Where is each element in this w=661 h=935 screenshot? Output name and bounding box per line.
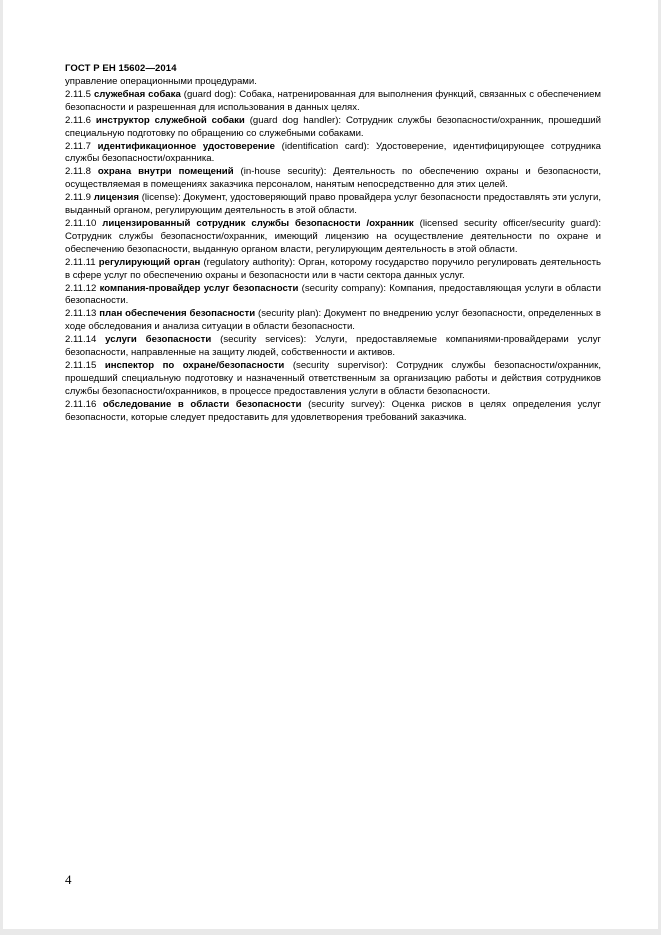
clause-number: 2.11.16 [65, 398, 97, 410]
definition-text: (security plan): Документ по внедрению услуг безопасности, определенных в ходе обследования и анализа ситуации в области безопасности. [65, 308, 602, 333]
definitions-content [65, 76, 601, 424]
definition-2-11-16 [65, 399, 601, 425]
definition-text: (license): Документ, удостоверяющий право провайдера услуг безопасности предоставлять эти услуги, выданный органом, регулирующим деятельность в этой области. [65, 192, 601, 217]
term: идентификационное удостоверение [97, 140, 275, 152]
definition-text: (security company): Компания, предоставляющая услуги в области безопасности. [65, 282, 601, 307]
definition-2-11-7 [65, 141, 601, 167]
clause-number: 2.11.8 [65, 166, 91, 178]
definition-text: (in-house security): Деятельность по обеспечению охраны и безопасности, осуществляемая в помещениях заказчика персоналом, нанятым непосредственно для этих целей. [65, 166, 601, 191]
clause-number: 2.11.14 [65, 334, 97, 346]
definition-2-11-13 [65, 308, 601, 334]
term: инспектор по охране/безопасности [104, 359, 285, 371]
clause-number: 2.11.6 [65, 114, 91, 126]
clause-number: 2.11.11 [65, 256, 96, 268]
document-code-header: ГОСТ Р ЕН 15602—2014 [65, 63, 177, 74]
clause-number: 2.11.5 [65, 88, 91, 100]
clause-number: 2.11.10 [65, 217, 97, 229]
clause-number: 2.11.13 [65, 308, 97, 320]
term: служебная собака [93, 88, 181, 100]
document-page [3, 0, 658, 929]
definition-text: (security services): Услуги, предоставляемые компаниями-провайдерами услуг безопасности, направленные на защиту людей, собственности и активов. [65, 334, 602, 359]
clause-number: 2.11.7 [65, 140, 91, 152]
definition-text: (security supervisor): Сотрудник службы безопасности/охранник, прошедший специальную подготовку и назначенный ответственным за организацию работы и действия сотрудников службы безопасности/охранников, в процессе предоставления услуги в области безопасности. [65, 359, 601, 397]
term: инструктор служебной собаки [95, 114, 245, 126]
term: лицензированный сотрудник службы безопасности /охранник [102, 217, 414, 229]
definition-2-11-8 [65, 166, 601, 192]
term: обследование в области безопасности [102, 398, 302, 410]
definition-2-11-6 [65, 115, 601, 141]
definition-2-11-15 [65, 360, 601, 399]
definition-2-11-10 [65, 218, 601, 257]
definition-2-11-12 [65, 283, 601, 309]
definition-text: (regulatory authority): Орган, которому государство поручило регулировать деятельность в сфере услуг по обеспечению охраны и безопасности или в части сектора данных услуг. [65, 256, 601, 281]
definition-text: (licensed security officer/security guard): Сотрудник службы безопасности/охранник, имеющий лицензию на осуществление деятельности по охране и обеспечению безопасности, выданную органом власти, регулирующим деятельность в этой области. [65, 217, 601, 255]
definition-2-11-5 [65, 89, 601, 115]
term: охрана внутри помещений [97, 166, 234, 178]
definition-text: (identification card): Удостоверение, идентифицирующее сотрудника службы безопасности/охранника. [65, 140, 601, 165]
term: услуги безопасности [105, 334, 212, 346]
lead-paragraph: управление операционными процедурами. [65, 76, 257, 87]
term: компания-провайдер услуг безопасности [99, 282, 299, 294]
clause-number: 2.11.15 [65, 359, 97, 371]
definition-text: (security survey): Оценка рисков в целях определения услуг безопасности, которые следует предоставить для удовлетворения требований заказчика. [65, 398, 601, 423]
definition-text: (guard dog handler): Сотрудник службы безопасности/охранник, прошедший специальную подготовку по обращению со служебными собаками. [65, 114, 601, 139]
term: лицензия [93, 192, 139, 204]
page-number: 4 [65, 872, 72, 887]
definition-2-11-14 [65, 334, 601, 360]
term: регулирующий орган [98, 256, 201, 268]
clause-number: 2.11.9 [65, 192, 91, 204]
definition-2-11-11 [65, 257, 601, 283]
definition-2-11-9 [65, 192, 601, 218]
definition-text: (guard dog): Собака, натренированная для выполнения функций, связанных с обеспечением безопасности и разрешенная для использования в данных целях. [65, 88, 602, 113]
term: план обеспечения безопасности [99, 308, 256, 320]
clause-number: 2.11.12 [65, 282, 97, 294]
